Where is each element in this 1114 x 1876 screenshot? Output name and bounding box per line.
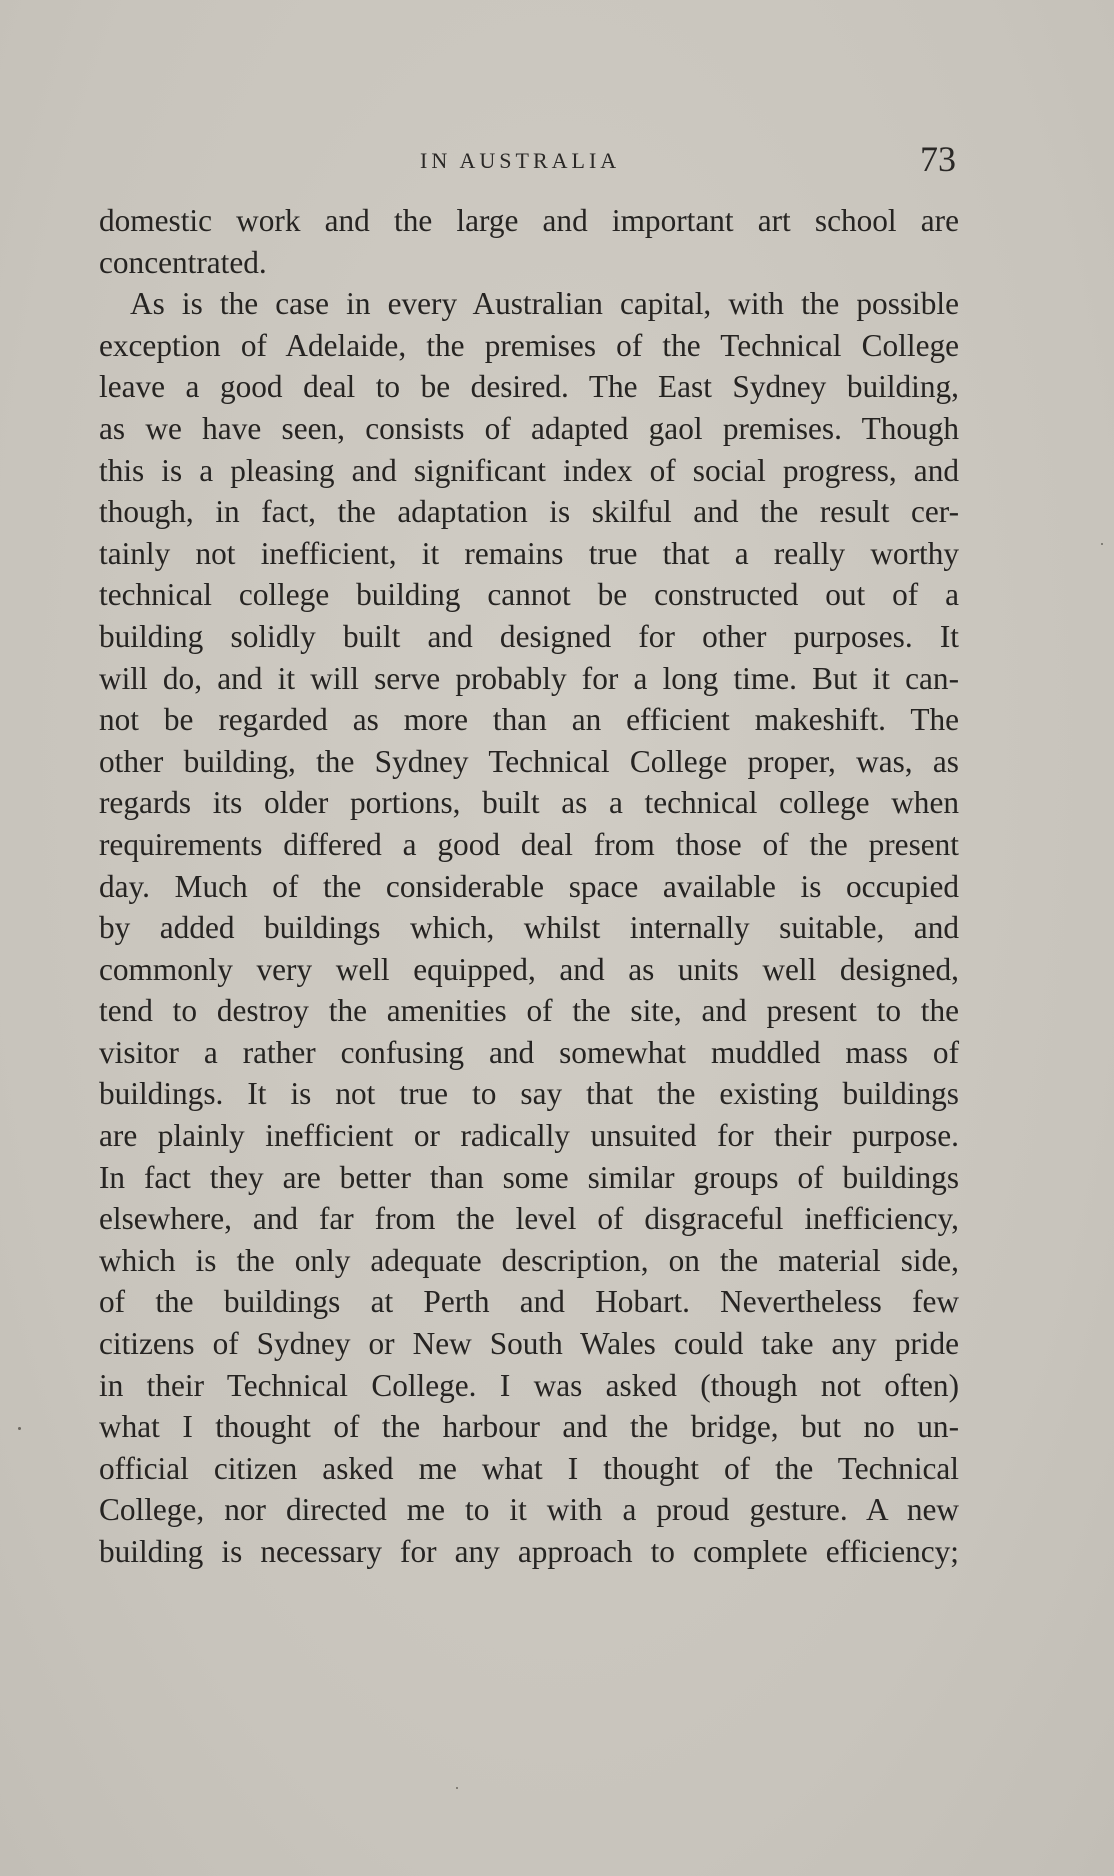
text-line: visitor a rather confusing and somewhat muddled mass of [99, 1034, 959, 1070]
text-line: will do, and it will serve probably for a long time. But it can- [99, 660, 959, 696]
text-line: which is the only adequate description, on the material side, [99, 1242, 959, 1278]
text-line: tainly not inefficient, it remains true that a really worthy [99, 535, 959, 571]
text-line: of the buildings at Perth and Hobart. Nevertheless few [99, 1284, 959, 1320]
text-line: College, nor directed me to it with a proud gesture. A new [99, 1492, 959, 1528]
text-line: In fact they are better than some similar groups of buildings [99, 1159, 959, 1195]
text-line: official citizen asked me what I thought of the Technical [99, 1450, 959, 1486]
paper-speck [1101, 543, 1103, 545]
text-line: domestic work and the large and important art school are [99, 203, 959, 238]
paper-speck [456, 1787, 458, 1789]
page-number: 73 [920, 139, 956, 179]
text-line: building is necessary for any approach to complete efficiency; [99, 1534, 959, 1569]
running-head: IN AUSTRALIA [420, 148, 621, 173]
text-line: not be regarded as more than an efficient makeshift. The [99, 702, 959, 738]
paper-speck [18, 1427, 21, 1430]
text-line: in their Technical College. I was asked (though not often) [99, 1367, 959, 1403]
text-line: exception of Adelaide, the premises of the Technical College [99, 327, 959, 363]
text-line: As is the case in every Australian capital, with the possible [130, 286, 959, 322]
text-line: as we have seen, consists of adapted gaol premises. Though [99, 410, 959, 446]
text-line: commonly very well equipped, and as units well designed, [99, 951, 959, 987]
text-line: by added buildings which, whilst internally suitable, and [99, 910, 959, 946]
text-line: though, in fact, the adaptation is skilful and the result cer- [99, 494, 959, 530]
text-line: requirements differed a good deal from those of the present [99, 826, 959, 862]
body-text [99, 200, 959, 1573]
text-line: building solidly built and designed for other purposes. It [99, 618, 959, 654]
text-line: day. Much of the considerable space available is occupied [99, 868, 959, 904]
text-line: technical college building cannot be constructed out of a [99, 577, 959, 613]
text-line: regards its older portions, built as a technical college when [99, 785, 959, 821]
text-line: leave a good deal to be desired. The East Sydney building, [99, 369, 959, 405]
text-line: other building, the Sydney Technical College proper, was, as [99, 743, 959, 779]
text-line: concentrated. [99, 244, 267, 280]
text-line: buildings. It is not true to say that the existing buildings [99, 1076, 959, 1112]
text-line: elsewhere, and far from the level of disgraceful inefficiency, [99, 1201, 959, 1237]
text-line: citizens of Sydney or New South Wales could take any pride [99, 1326, 959, 1362]
text-line: what I thought of the harbour and the bridge, but no un- [99, 1409, 959, 1445]
text-line: tend to destroy the amenities of the site, and present to the [99, 993, 959, 1029]
text-line: this is a pleasing and significant index of social progress, and [99, 452, 959, 488]
text-line: are plainly inefficient or radically unsuited for their purpose. [99, 1118, 959, 1154]
